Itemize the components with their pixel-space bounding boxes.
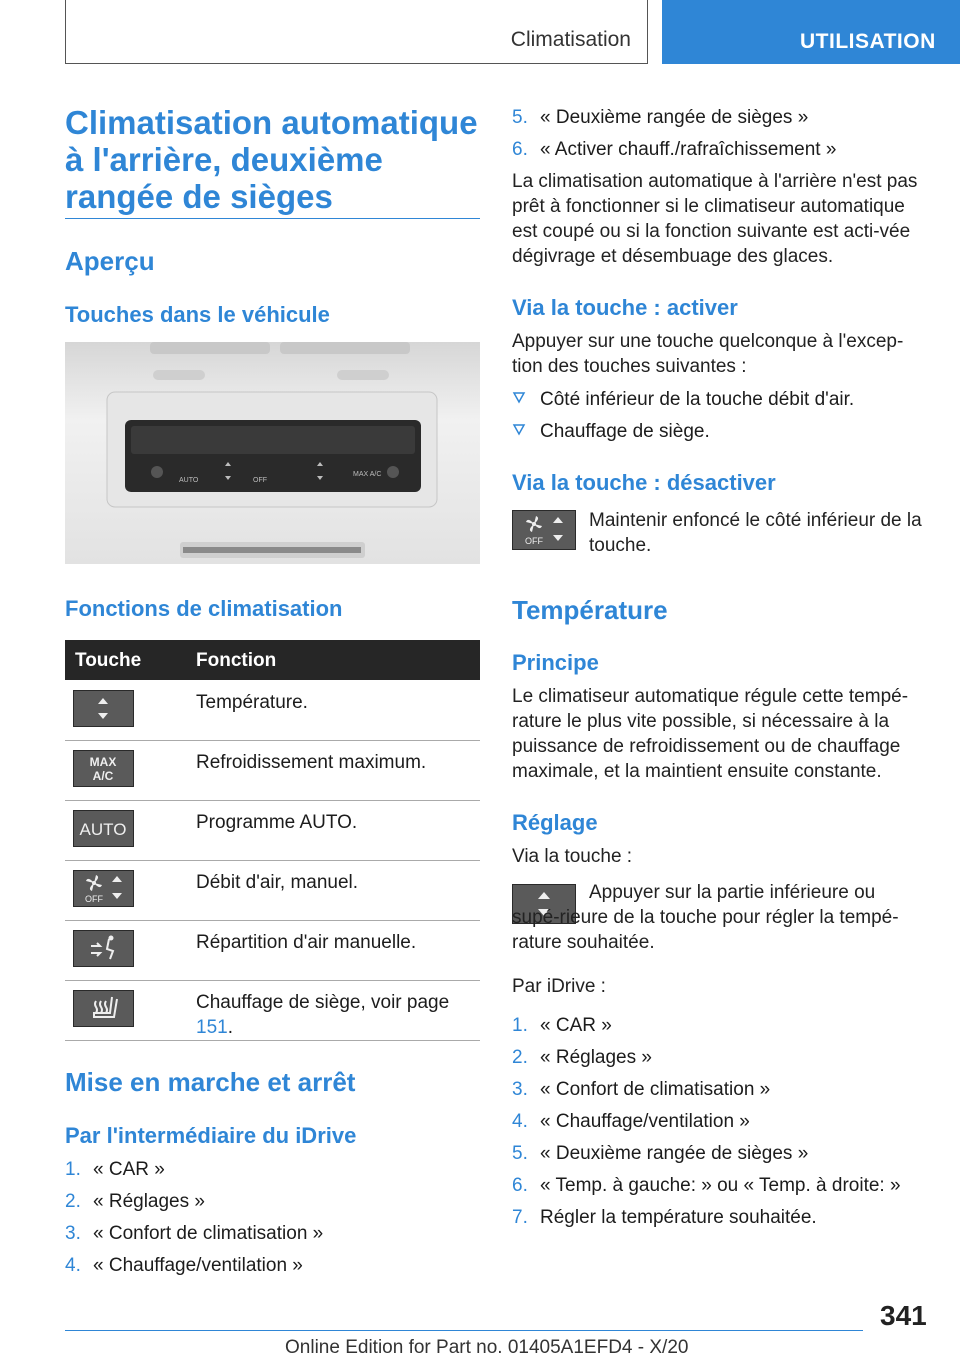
- table-header: [65, 640, 480, 680]
- row-function: [196, 990, 476, 1040]
- header-tab-label: UTILISATION: [800, 30, 936, 53]
- list-number: 1.: [65, 1159, 81, 1180]
- fan-off-icon: [73, 870, 134, 907]
- functions-heading: Fonctions de climatisation: [65, 596, 343, 621]
- list-text: « Confort de climatisation »: [540, 1079, 771, 1100]
- table-col-function: Fonction: [196, 650, 277, 671]
- header-tab[interactable]: [662, 0, 960, 64]
- bullet-text: Chauffage de siège.: [540, 421, 710, 442]
- svg-text:MAX: MAX: [89, 755, 117, 769]
- row-function-suffix: .: [227, 1017, 233, 1038]
- svg-text:OFF: OFF: [85, 894, 103, 904]
- svg-text:OFF: OFF: [525, 536, 543, 546]
- via-idrive-text: Par iDrive :: [512, 976, 606, 997]
- table-row: [65, 800, 480, 861]
- row-function: Débit d'air, manuel.: [196, 872, 359, 893]
- list-text: « Activer chauff./rafraîchissement »: [540, 139, 837, 160]
- press-text: Appuyer sur la partie inférieure ou supé-rieure de la touche pour régler la tempé-rature souhaitée.: [512, 882, 899, 953]
- list-text: « Confort de climatisation »: [93, 1223, 324, 1244]
- table-row: [65, 740, 480, 801]
- note-text: La climatisation automatique à l'arrière n'est pas prêt à fonctionner si le climatiseur automatique est coupé ou si la fonction suivante est acti-vée dégivrage et désembuage des glaces.: [512, 171, 918, 267]
- setting-heading: Réglage: [512, 810, 598, 835]
- auto-icon: [73, 810, 134, 847]
- list-number: 2.: [65, 1191, 81, 1212]
- title-rule: [65, 218, 480, 219]
- idrive-heading: Par l'intermédiaire du iDrive: [65, 1123, 357, 1148]
- page-title: Climatisation automatique à l'arrière, deuxième rangée de sièges: [65, 104, 478, 215]
- list-number: 5.: [512, 107, 528, 128]
- photo-auto-label: AUTO: [179, 477, 199, 484]
- overview-heading: Aperçu: [65, 246, 155, 276]
- activate-heading: Via la touche : activer: [512, 295, 738, 320]
- list-number: 5.: [512, 1143, 528, 1164]
- table-row: [65, 860, 480, 921]
- list-number: 2.: [512, 1047, 528, 1068]
- list-text: Régler la température souhaitée.: [540, 1207, 817, 1228]
- page-link[interactable]: 151: [196, 1017, 228, 1038]
- list-number: 6.: [512, 1175, 528, 1196]
- control-panel-illustration: [65, 342, 480, 564]
- fan-off-icon: [512, 510, 576, 550]
- activate-text: Appuyer sur une touche quelconque à l'excep-tion des touches suivantes :: [512, 331, 904, 377]
- svg-text:A/C: A/C: [92, 769, 114, 783]
- list-text: « Réglages »: [540, 1047, 652, 1068]
- onoff-heading: Mise en marche et arrêt: [65, 1067, 356, 1097]
- row-function: Refroidissement maximum.: [196, 752, 427, 773]
- svg-text:AUTO: AUTO: [79, 820, 127, 839]
- header-box: [65, 0, 648, 64]
- row-function: Répartition d'air manuelle.: [196, 932, 417, 953]
- list-number: 4.: [65, 1255, 81, 1276]
- page-number: 341: [880, 1300, 927, 1331]
- photo-max-label: MAX A/C: [353, 471, 382, 478]
- triangle-bullet-icon: [512, 387, 526, 414]
- list-text: « Deuxième rangée de sièges »: [540, 1143, 809, 1164]
- list-number: 7.: [512, 1207, 528, 1228]
- list-number: 6.: [512, 139, 528, 160]
- table-col-key: Touche: [75, 650, 142, 671]
- list-text: « Temp. à gauche: » ou « Temp. à droite: »: [540, 1175, 901, 1196]
- principle-text: Le climatiseur automatique régule cette tempé-rature le plus vite possible, si nécessaire à la puissance de refroidissement ou de chauffage maximale, et la maintient ensuite constante.: [512, 686, 909, 782]
- list-number: 4.: [512, 1111, 528, 1132]
- photo-off-label: OFF: [253, 477, 267, 484]
- table-row: [65, 680, 480, 741]
- deactivate-text: Maintenir enfoncé le côté inférieur de la touche.: [589, 510, 922, 556]
- list-number: 1.: [512, 1015, 528, 1036]
- seat-heating-icon: [73, 990, 134, 1027]
- max-ac-icon: [73, 750, 134, 787]
- triangle-bullet-icon: [512, 419, 526, 446]
- footer-edition: Online Edition for Part no. 01405A1EFD4 - X/20: [285, 1337, 689, 1358]
- row-function: Température.: [196, 692, 308, 713]
- deactivate-heading: Via la touche : désactiver: [512, 470, 776, 495]
- temperature-arrows-icon: [73, 690, 134, 727]
- via-button-text: Via la touche :: [512, 846, 633, 867]
- buttons-heading: Touches dans le véhicule: [65, 302, 330, 327]
- table-row: [65, 980, 480, 1041]
- air-distribution-icon: [73, 930, 134, 967]
- list-text: « CAR »: [93, 1159, 165, 1180]
- list-text: « Chauffage/ventilation »: [93, 1255, 303, 1276]
- temperature-heading: Température: [512, 595, 668, 625]
- row-function: Programme AUTO.: [196, 812, 358, 833]
- header-section: Climatisation: [510, 28, 631, 51]
- list-text: « Réglages »: [93, 1191, 205, 1212]
- list-text: « Chauffage/ventilation »: [540, 1111, 750, 1132]
- list-number: 3.: [512, 1079, 528, 1100]
- control-panel-photo: [65, 342, 480, 564]
- table-row: [65, 920, 480, 981]
- list-text: « CAR »: [540, 1015, 612, 1036]
- row-function-text: Chauffage de siège, voir page: [196, 992, 450, 1013]
- list-text: « Deuxième rangée de sièges »: [540, 107, 809, 128]
- principle-heading: Principe: [512, 650, 599, 675]
- bullet-text: Côté inférieur de la touche débit d'air.: [540, 389, 855, 410]
- footer-rule: [65, 1330, 863, 1331]
- list-number: 3.: [65, 1223, 81, 1244]
